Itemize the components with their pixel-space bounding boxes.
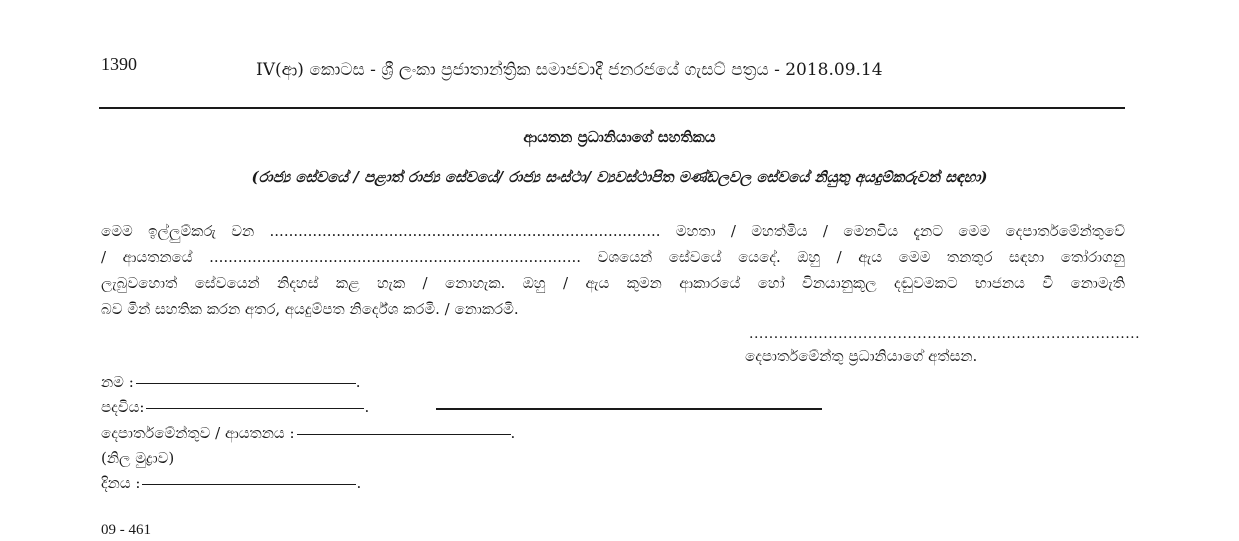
date-label: දිනය : [101,474,141,492]
seal-signature-line [436,408,822,410]
date-field [101,474,361,492]
certificate-subtitle: (රාජ්‍ය සේවයේ / පළාත් රාජ්‍ය සේවයේ/ රාජ්‍ය සංස්ථා/ ව්‍යවස්ථාපිත මණ්ඩලවල සේවයේ නියුතු අයදුම්කරුවන් සඳහා) [251,168,988,186]
designation-label: පදවිය: [101,398,145,416]
designation-blank-line [146,408,364,409]
name-blank-line [136,383,356,384]
designation-field [101,398,369,416]
signature-dotted-line: ............................................................................... [749,326,1141,342]
designation-terminator: . [364,398,370,416]
body-line: මෙම ඉල්ලුම්කරු වන .................................................................................. මහතා / මහත්මිය / මෙනවිය දැනට මෙම දෙපාර්තමේන්තුවේ [101,222,1125,240]
department-field [101,424,515,442]
header-rule [99,107,1125,109]
certificate-title: ආයතන ප්‍රධානියාගේ සහතිකය [523,128,716,146]
running-head: IV(ආ) කොටස - ශ්‍රී ලංකා ප්‍රජාතාන්ත්‍රික සමාජවාදී ජනරජයේ ගැසට් පත්‍රය - 2018.09.14 [256,60,883,80]
date-terminator: . [356,474,362,492]
page-number: 1390 [101,54,137,74]
department-terminator: . [510,424,516,442]
seal-field [101,449,174,467]
name-terminator: . [355,373,361,391]
department-blank-line [297,434,511,435]
body-line: ලැබුවහොත් සේවයෙන් නිදහස් කළ හැක / නොහැක. ඔහු / ඇය කුමන ආකාරයේ හෝ විනයානුකූල දඬුවමකට භාජනය වී නොමැති [101,274,1125,292]
footer-code: 09 - 461 [101,522,151,538]
date-blank-line [142,484,356,485]
department-label: දෙපාර්තමේන්තුව / ආයතනය : [101,424,295,442]
body-line: / ආයතනයේ .............................................................................. වශයෙන් සේවයේ යෙදේ. ඔහු / ඇය මෙම තනතුර සඳහා තෝරාගනු [101,248,1125,266]
name-label: නම : [101,373,134,391]
body-line: බව මින් සහතික කරන අතර, අයදුම්පත නිර්දේශ කරමි. / නොකරමි. [101,300,519,318]
certificate-body [101,218,1125,322]
signature-label: දෙපාර්තමේන්තු ප්‍රධානියාගේ අත්සන. [745,347,978,365]
seal-label: (නිල මුද්‍රාව) [101,449,175,467]
name-field [101,373,361,391]
